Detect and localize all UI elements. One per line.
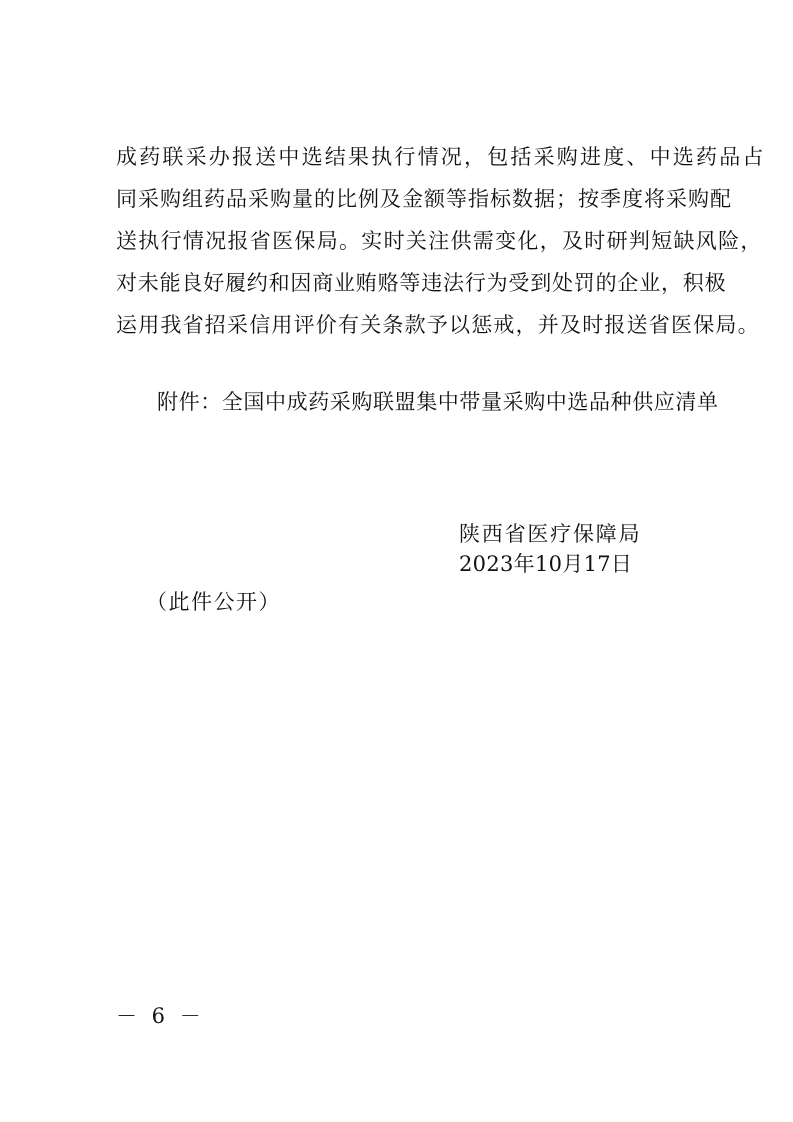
disclosure-note: （此件公开）	[146, 590, 281, 614]
issue-date: 2023年10月17日	[459, 552, 633, 576]
body-text-line: 运用我省招采信用评价有关条款予以惩戒，并及时报送省医保局。	[116, 313, 760, 337]
body-text-line: 成药联采办报送中选结果执行情况，包括采购进度、中选药品占	[116, 145, 766, 169]
body-text-line: 送执行情况报省医保局。实时关注供需变化，及时研判短缺风险，	[116, 229, 763, 253]
page-number: － 6 －	[116, 1004, 205, 1028]
body-text-line: 同采购组药品采购量的比例及金额等指标数据；按季度将采购配	[116, 187, 732, 211]
issuing-organization: 陕西省医疗保障局	[459, 522, 642, 546]
body-text-line: 对未能良好履约和因商业贿赂等违法行为受到处罚的企业，积极	[116, 271, 727, 295]
attachment-line: 附件：全国中成药采购联盟集中带量采购中选品种供应清单	[157, 390, 719, 414]
